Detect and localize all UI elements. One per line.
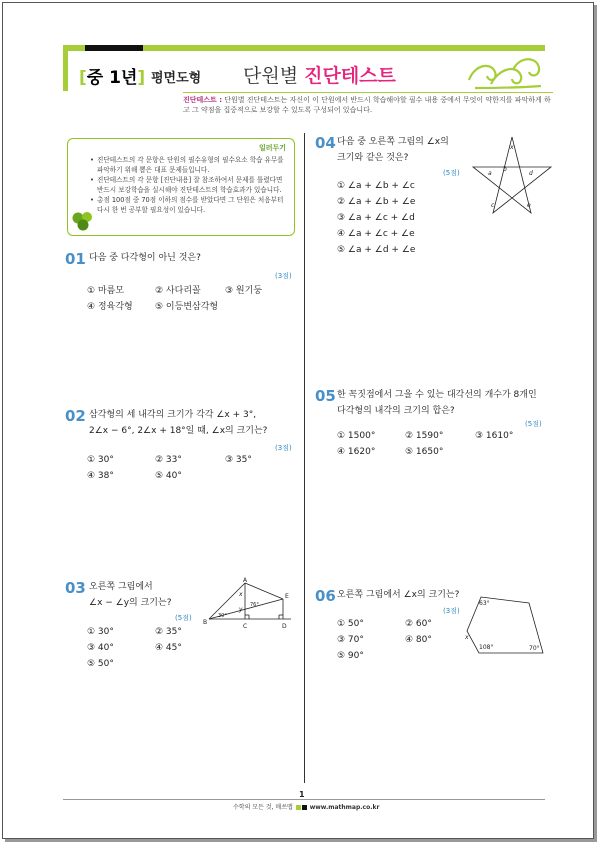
points: (3점) xyxy=(443,607,460,615)
q6-polygon-figure xyxy=(459,591,549,657)
label-C: C xyxy=(243,623,248,630)
option: ① 마름모 xyxy=(87,286,125,296)
q4-star-figure xyxy=(469,133,555,219)
label-c: c xyxy=(491,202,495,209)
angle-label: 70° xyxy=(529,645,540,652)
footer-line xyxy=(63,799,545,800)
label-E: E xyxy=(285,593,289,600)
option: ④ 정육각형 xyxy=(87,302,133,312)
question-text: 2∠x − 6°, 2∠x + 18°일 때, ∠x의 크기는? xyxy=(89,426,268,436)
column-divider xyxy=(304,133,305,783)
label-A: A xyxy=(243,577,248,584)
option: ⑤ 1650° xyxy=(405,447,444,457)
option: ⑤ 40° xyxy=(155,471,182,481)
label-b: b xyxy=(503,166,507,173)
option: ⑤ 50° xyxy=(87,659,114,669)
footer: 수학의 모든 것, 매쓰맵 www.mathmap.co.kr xyxy=(233,804,380,811)
label-d: d xyxy=(529,170,533,177)
option: ② 33° xyxy=(155,455,182,465)
question-number: 01 xyxy=(65,250,86,268)
option: ⑤ 90° xyxy=(337,651,364,661)
question-text: 삼각형의 세 내각의 크기가 각각 ∠x + 3°, xyxy=(89,410,257,420)
option: ④ 1620° xyxy=(337,447,376,457)
option: ② ∠a + ∠b + ∠e xyxy=(337,197,416,207)
angle-label: 76° xyxy=(250,602,259,608)
label-a: a xyxy=(488,170,492,177)
q3-figure xyxy=(199,577,299,633)
question-number: 04 xyxy=(315,134,336,152)
option: ⑤ 이등변삼각형 xyxy=(155,302,219,312)
option: ③ 35° xyxy=(225,455,252,465)
label-e: e xyxy=(527,202,531,209)
points: (5점) xyxy=(443,169,460,177)
question-text: ∠x − ∠y의 크기는? xyxy=(89,598,172,608)
option: ③ 원기둥 xyxy=(225,286,263,296)
option: ④ ∠a + ∠c + ∠e xyxy=(337,229,415,239)
question-number: 03 xyxy=(65,579,86,597)
option: ① 30° xyxy=(87,455,114,465)
option: ② 60° xyxy=(405,619,432,629)
label-x: x xyxy=(239,591,243,598)
option: ② 35° xyxy=(155,627,182,637)
question-text: 한 꼭짓점에서 그을 수 있는 대각선의 개수가 8개인 xyxy=(337,390,537,400)
points: (3점) xyxy=(275,444,292,452)
option: ① 1500° xyxy=(337,431,376,441)
label-y: y xyxy=(239,606,243,613)
question-text: 다음 중 다각형이 아닌 것은? xyxy=(89,253,201,263)
points: (5점) xyxy=(525,420,542,428)
option: ② 사다리꼴 xyxy=(155,286,201,296)
option: ① 30° xyxy=(87,627,114,637)
option: ④ 45° xyxy=(155,643,182,653)
label-x: x xyxy=(510,144,514,151)
question-text: 다음 중 오른쪽 그림의 ∠x의 xyxy=(337,137,449,147)
points: (5점) xyxy=(175,614,192,622)
page-title: 단원별 진단테스트 xyxy=(243,65,396,87)
notice-item: • 진단테스트의 각 문항은 단원의 필수유형의 필수요소 학습 유무를 파악하기 위해 뽑은 대표 문제들입니다. xyxy=(90,156,288,175)
label-B: B xyxy=(203,619,208,626)
cloud-swirl-icon xyxy=(465,50,545,92)
description: 진단테스트 : 단원별 진단테스트는 자신이 이 단원에서 반드시 학습해야할 필수 내용 중에서 무엇이 약한지를 파악하게 하고 그 약점을 집중적으로 보강할 수 있도록 구성되어 있습니다. xyxy=(183,92,553,115)
points: (3점) xyxy=(275,272,292,280)
option: ③ 1610° xyxy=(475,431,514,441)
notice-item: • 진단테스트의 각 문항 [진단내용] 잘 참조하여서 문제를 틀렸다면 반드시 보강학습을 실시해야 진단테스트의 학습효과가 있습니다. xyxy=(90,176,288,195)
option: ⑤ ∠a + ∠d + ∠e xyxy=(337,245,416,255)
question-number: 02 xyxy=(65,407,86,425)
option: ① ∠a + ∠b + ∠c xyxy=(337,181,415,191)
notice-box xyxy=(67,138,295,236)
green-dots-icon xyxy=(71,209,95,231)
question-text: 오른쪽 그림에서 ∠x의 크기는? xyxy=(337,590,460,600)
question-text: 크기와 같은 것은? xyxy=(337,153,409,163)
page xyxy=(2,2,594,839)
option: ① 50° xyxy=(337,619,364,629)
question-text: 다각형의 내각의 크기의 합은? xyxy=(337,406,455,416)
option: ③ 40° xyxy=(87,643,114,653)
label-x: x xyxy=(465,634,469,641)
option: ④ 38° xyxy=(87,471,114,481)
option: ④ 80° xyxy=(405,635,432,645)
option: ② 1590° xyxy=(405,431,444,441)
angle-label: 30° xyxy=(218,613,227,619)
angle-label: 63° xyxy=(479,600,490,607)
notice-item: • 총점 100점 중 70점 이하의 점수를 받았다면 그 단원은 처음부터 다시 한 번 공부할 필요성이 있습니다. xyxy=(90,196,288,215)
angle-label: 108° xyxy=(479,644,494,651)
option: ③ 70° xyxy=(337,635,364,645)
notice-title: 일러두기 xyxy=(258,144,286,152)
grade-label: [중 1년] xyxy=(79,68,146,88)
question-number: 05 xyxy=(315,387,336,405)
option: ③ ∠a + ∠c + ∠d xyxy=(337,213,415,223)
label-D: D xyxy=(282,623,287,630)
page-number: 1 xyxy=(299,790,305,799)
question-text: 오른쪽 그림에서 xyxy=(89,582,153,592)
chapter-label: 평면도형 xyxy=(151,71,202,86)
question-number: 06 xyxy=(315,587,336,605)
